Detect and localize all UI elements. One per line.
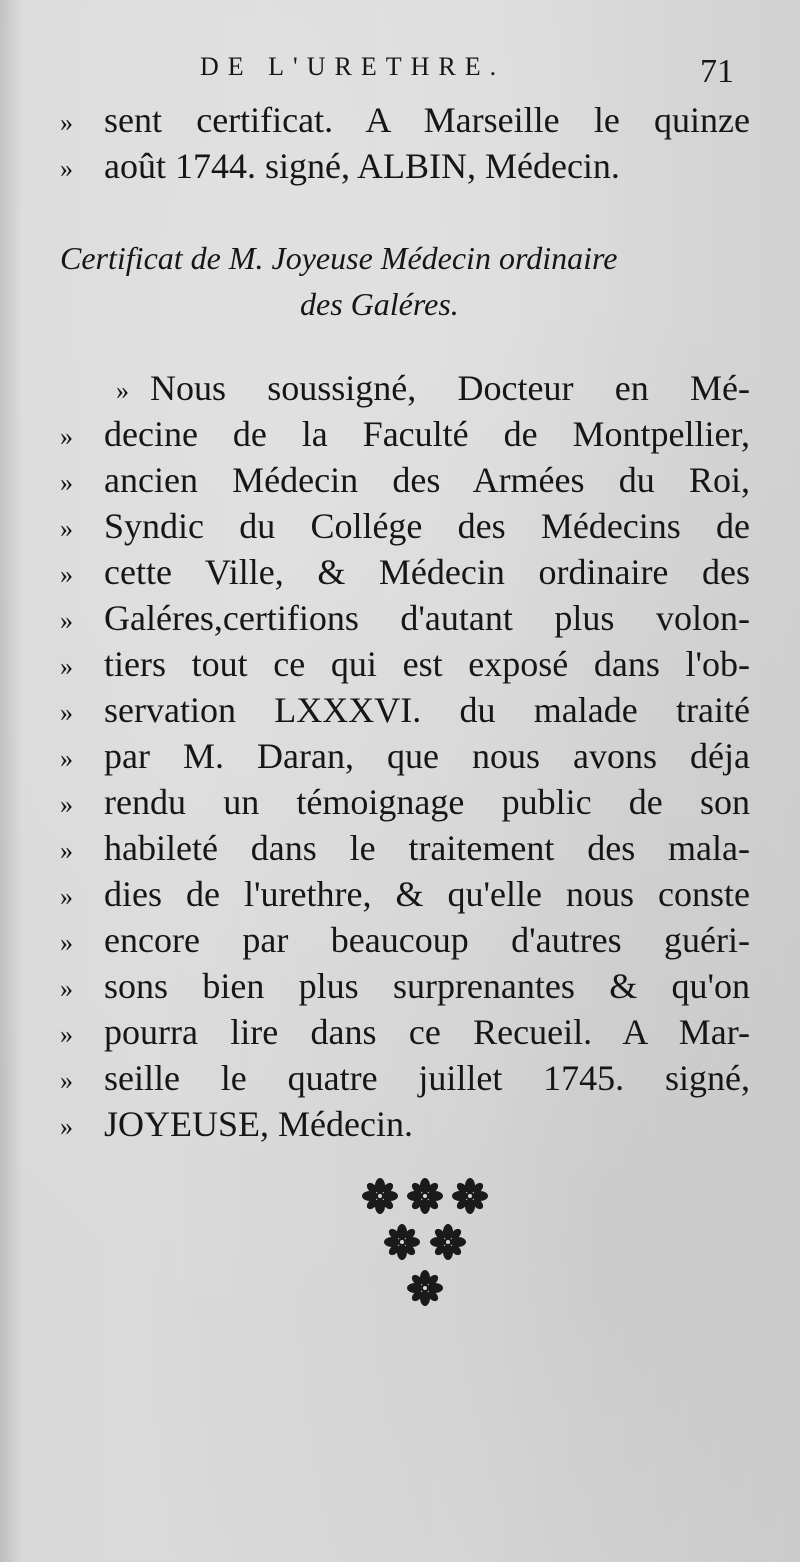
text-line [60, 642, 750, 688]
line-text: habileté dans le traitement des mala- [104, 828, 750, 868]
quote-mark: » [60, 882, 73, 911]
text-line [60, 366, 750, 412]
line-text: ancien Médecin des Armées du Roi, [104, 460, 750, 500]
quote-mark: » [60, 154, 73, 183]
page-header [200, 52, 740, 96]
quote-mark: » [60, 1066, 73, 1095]
quote-mark: » [60, 698, 73, 727]
text-line [60, 734, 750, 780]
text-line [60, 688, 750, 734]
line-text: dies de l'urethre, & qu'elle nous conste [104, 874, 750, 914]
quote-mark: » [60, 1020, 73, 1049]
text-line [60, 504, 750, 550]
line-text: pourra lire dans ce Recueil. A Mar- [104, 1012, 750, 1052]
line-text: par M. Daran, que nous avons déja [104, 736, 750, 776]
text-line [60, 1056, 750, 1102]
line-text: août 1744. signé, ALBIN, Médecin. [104, 146, 620, 186]
text-line [60, 1102, 750, 1148]
quote-mark: » [60, 108, 73, 137]
text-line [60, 872, 750, 918]
text-line [60, 550, 750, 596]
text-line [60, 144, 750, 190]
quote-mark: » [116, 376, 129, 405]
line-text: decine de la Faculté de Montpellier, [104, 414, 750, 454]
text-line [60, 918, 750, 964]
quote-mark: » [60, 836, 73, 865]
text-line [60, 780, 750, 826]
quote-mark: » [60, 514, 73, 543]
floral-tailpiece-icon [350, 1170, 500, 1320]
quote-mark: » [60, 652, 73, 681]
line-text: seille le quatre juillet 1745. signé, [104, 1058, 750, 1098]
page-number: 71 [700, 53, 734, 90]
quote-mark: » [60, 928, 73, 957]
quote-mark: » [60, 560, 73, 589]
line-text: Syndic du Collége des Médecins de [104, 506, 750, 546]
line-text: tiers tout ce qui est exposé dans l'ob- [104, 644, 750, 684]
quote-mark: » [60, 974, 73, 1003]
quote-mark: » [60, 744, 73, 773]
line-text: sons bien plus surprenantes & qu'on [104, 966, 750, 1006]
line-text: Galéres,certifions d'autant plus volon- [104, 598, 750, 638]
quote-mark: » [60, 606, 73, 635]
certificate-heading-line-2: des Galéres. [300, 286, 459, 322]
text-line [60, 596, 750, 642]
line-text: Nous soussigné, Docteur en Mé- [150, 368, 750, 408]
certificate-heading-line-1: Certificat de M. Joyeuse Médecin ordinaire [60, 240, 618, 276]
text-line [60, 1010, 750, 1056]
text-line [60, 458, 750, 504]
quote-mark: » [60, 790, 73, 819]
quote-mark: » [60, 468, 73, 497]
line-text: rendu un témoignage public de son [104, 782, 750, 822]
quote-mark: » [60, 422, 73, 451]
line-text: cette Ville, & Médecin ordinaire des [104, 552, 750, 592]
running-head: DE L'URETHRE. [200, 52, 506, 81]
text-line [60, 826, 750, 872]
text-line [60, 412, 750, 458]
quote-mark: » [60, 1112, 73, 1141]
line-text: servation LXXXVI. du malade traité [104, 690, 750, 730]
line-text: sent certificat. A Marseille le quinze [104, 100, 750, 140]
line-text: encore par beaucoup d'autres guéri- [104, 920, 750, 960]
text-line [60, 964, 750, 1010]
text-line [60, 98, 750, 144]
line-text: JOYEUSE, Médecin. [104, 1104, 413, 1144]
